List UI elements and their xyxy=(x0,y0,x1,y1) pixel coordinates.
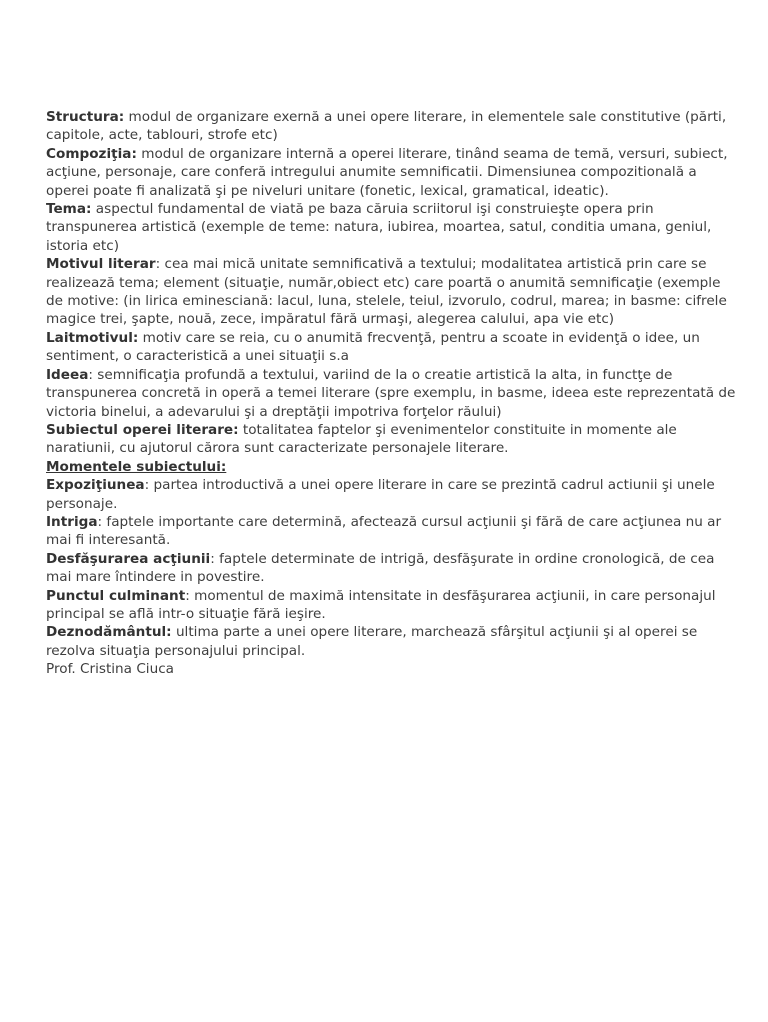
term-label: Expoziţiunea xyxy=(46,477,145,494)
definition-text: ultima parte a unei opere literare, marchează sfârşitul acţiunii şi al operei se rezolva situaţia personajului principal. xyxy=(46,624,698,659)
definition-motivul-literar xyxy=(46,255,736,329)
moment-deznodamantul xyxy=(46,623,736,660)
definition-text: motiv care se reia, cu o anumită frecvenţă, pentru a scoate in evidenţă o idee, un sentiment, o caracteristică a unei situaţii s.a xyxy=(46,329,700,365)
definition-text: modul de organizare internă a operei literare, tinând seama de temă, versuri, subiect, acţiune, personaje, care conferă intregului anumite semnificatii. Dimensiunea compozitională a operei poate fi analizată şi pe niveluri unitare (fonetic, lexical, gramatical, ideatic). xyxy=(46,145,728,199)
definition-text: aspectul fundamental de viată pe baza căruia scriitorul işi construieşte opera prin transpunerea artistică (exemple de teme: natura, iubirea, moartea, satul, conditia umana, geniul, istoria etc) xyxy=(46,201,712,254)
definition-text: : faptele determinate de intrigă, desfăşurate in ordine cronologică, de cea mai mare întindere in povestire. xyxy=(46,550,715,586)
document-body xyxy=(46,108,736,679)
moment-expozitiunea xyxy=(46,476,736,513)
term-label: Motivul literar xyxy=(46,256,156,273)
definition-compozitia xyxy=(46,145,736,200)
term-label: Ideea xyxy=(46,366,89,383)
definition-subiectul xyxy=(46,421,736,458)
definition-tema xyxy=(46,200,736,255)
term-label: Tema: xyxy=(46,201,92,218)
definition-text: modul de organizare exernă a unei opere literare, in elementele sale constitutive (părti, capitole, acte, tablouri, strofe etc) xyxy=(46,109,727,144)
definition-text: : momentul de maximă intensitate in desfăşurarea acţiunii, in care personajul principal se află intr-o situaţie fără ieşire. xyxy=(46,587,716,622)
definition-structura xyxy=(46,108,736,145)
term-label: Structura: xyxy=(46,109,125,125)
term-label: Intriga xyxy=(46,513,98,530)
section-heading xyxy=(46,458,736,476)
term-label: Punctul culminant xyxy=(46,587,186,604)
definition-text: : semnificaţia profundă a textului, variind de la o creatie artistică la alta, in functţe de transpunerea concretă in operă a temei literare (spre exemplu, in basme, ideea este reprezentată de victoria binelui, a adevarului şi a dreptăţii impotriva forţelor răului) xyxy=(46,366,736,420)
moment-punctul-culminant xyxy=(46,587,736,624)
term-label: Subiectul operei literare: xyxy=(46,421,239,438)
term-label: Laitmotivul: xyxy=(46,329,139,346)
author-name: Prof. Cristina Ciuca xyxy=(46,661,175,678)
definition-ideea xyxy=(46,366,736,421)
author-signature xyxy=(46,660,736,678)
term-label: Deznodământul: xyxy=(46,624,172,641)
definition-text: : partea introductivă a unei opere literare in care se prezintă cadrul actiunii şi unele personaje. xyxy=(46,477,715,512)
term-label: Compoziţia: xyxy=(46,145,137,162)
moment-desfasurarea xyxy=(46,550,736,587)
moment-intriga xyxy=(46,513,736,550)
definition-text: totalitatea faptelor şi evenimentelor constituite in momente ale naratiunii, cu ajutorul cărora sunt caracterizate personajele literare. xyxy=(46,421,677,457)
section-heading-text: Momentele subiectului: xyxy=(46,458,227,475)
definition-laitmotivul xyxy=(46,329,736,366)
definition-text: : cea mai mică unitate semnificativă a textului; modalitatea artistică prin care se realizează tema; element (situaţie, număr,obiect etc) care poartă o anumită semnificaţie (exemple de motive: (in lirica eminesciană: lacul, luna, stelele, teiul, izvorulo, codrul, marea; in basme: cifrele magice trei, şapte, nouă, zece, impăratul fără urmaşi, alegerea calului, apa vie etc) xyxy=(46,256,727,328)
definition-text: : faptele importante care determină, afectează cursul acţiunii şi fără de care acţiunea nu ar mai fi interesantă. xyxy=(46,513,722,549)
term-label: Desfăşurarea acţiunii xyxy=(46,550,211,567)
